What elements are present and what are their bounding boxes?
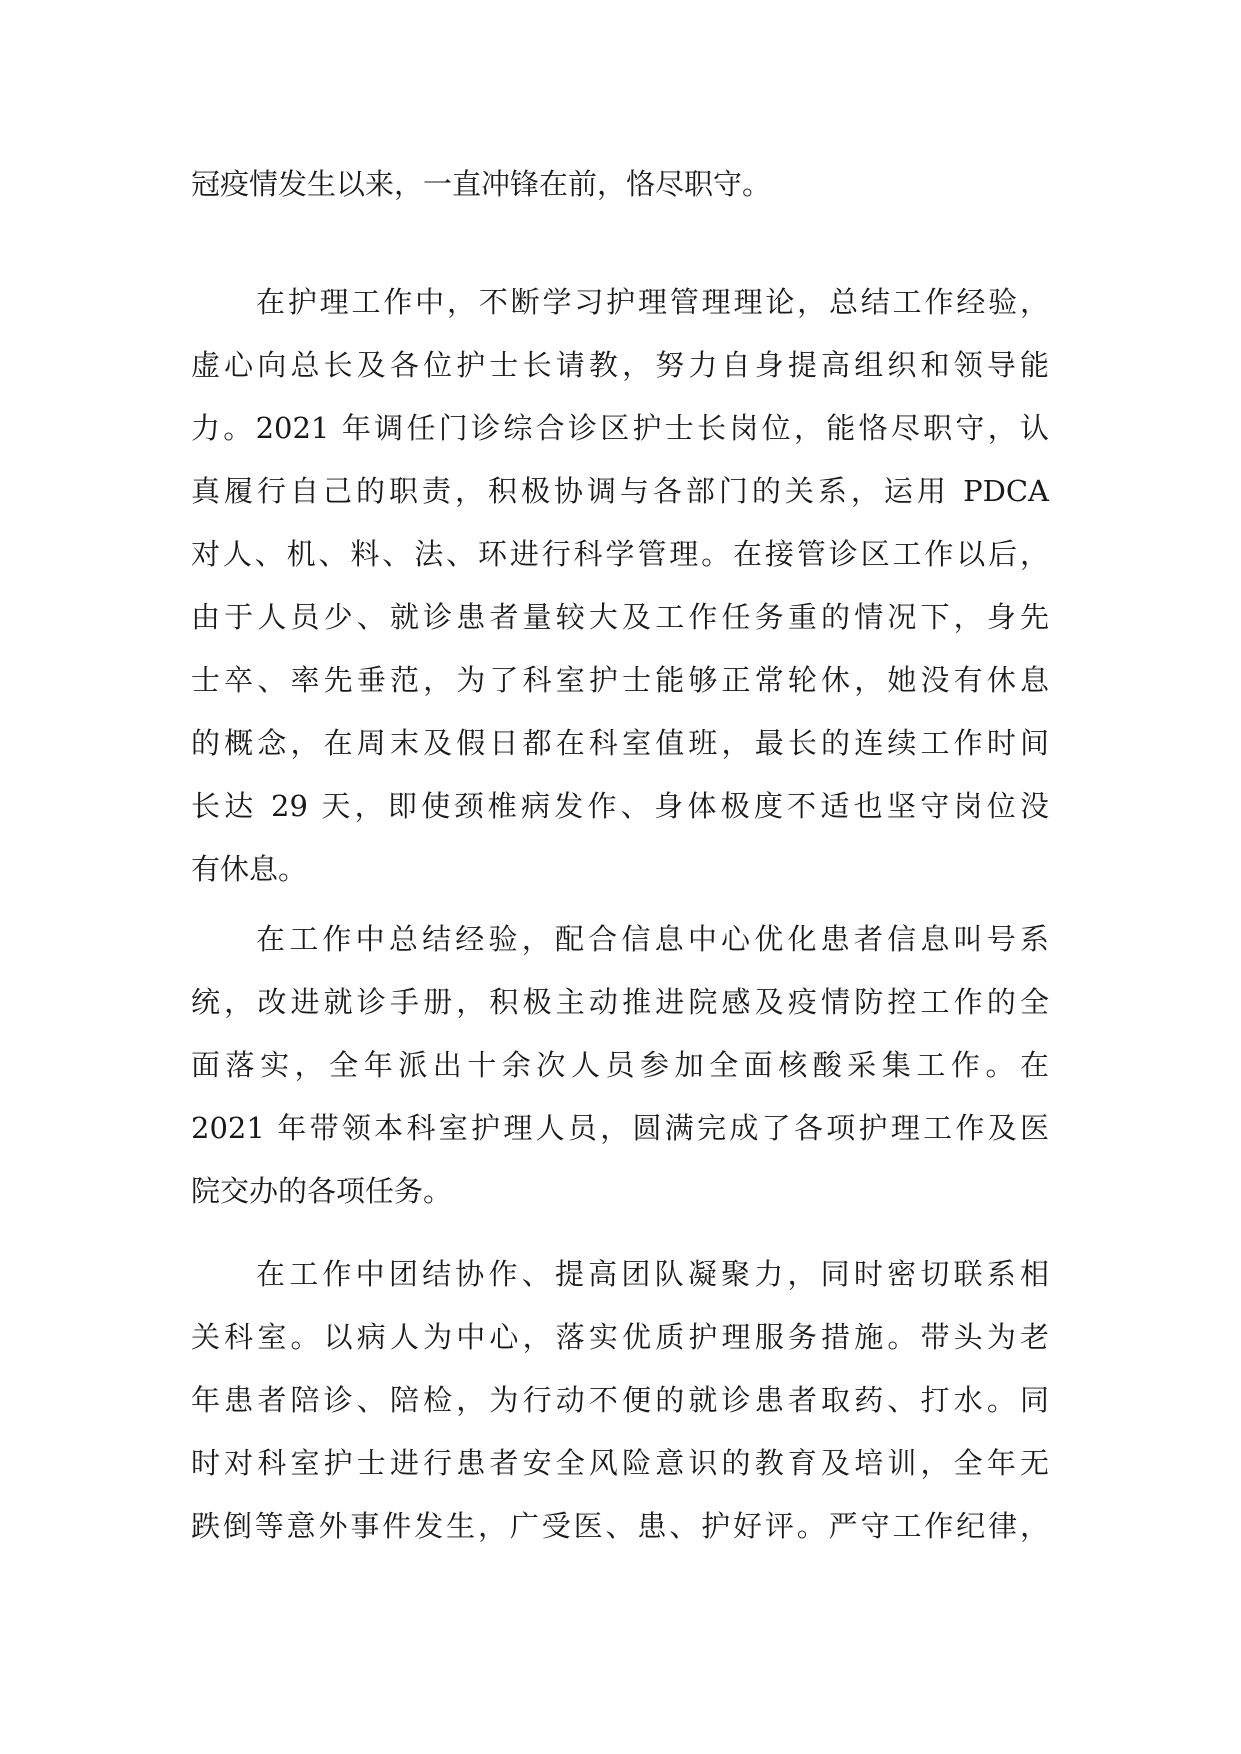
paragraph-line: 在工作中总结经验，配合信息中心优化患者信息叫号系 [256, 922, 1049, 956]
paragraph-line: 时对科室护士进行患者安全风险意识的教育及培训，全年无 [191, 1446, 1049, 1480]
paragraph [191, 153, 1049, 216]
paragraph-line: 的概念，在周末及假日都在科室值班，最长的连续工作时间 [191, 726, 1049, 760]
paragraph-line: 力。2021 年调任门诊综合诊区护士长岗位，能恪尽职守，认 [191, 411, 1049, 445]
paragraph [191, 1243, 1049, 1558]
paragraph-line: 由于人员少、就诊患者量较大及工作任务重的情况下，身先 [191, 600, 1049, 634]
paragraph-line: 跌倒等意外事件发生，广受医、患、护好评。严守工作纪律， [191, 1509, 1049, 1543]
paragraph-line: 在护理工作中，不断学习护理管理理论，总结工作经验， [256, 285, 1049, 319]
paragraph-line: 长达 29 天，即使颈椎病发作、身体极度不适也坚守岗位没 [191, 789, 1049, 823]
paragraph-line: 关科室。以病人为中心，落实优质护理服务措施。带头为老 [191, 1320, 1049, 1354]
paragraph-line: 年患者陪诊、陪检，为行动不便的就诊患者取药、打水。同 [191, 1383, 1049, 1417]
paragraph-line: 2021 年带领本科室护理人员，圆满完成了各项护理工作及医 [191, 1111, 1049, 1145]
paragraph-line: 冠疫情发生以来，一直冲锋在前，恪尽职守。 [191, 167, 772, 201]
paragraph-line: 院交办的各项任务。 [191, 1174, 453, 1208]
paragraph-line: 真履行自己的职责，积极协调与各部门的关系，运用 PDCA [191, 474, 1049, 508]
paragraph [191, 908, 1049, 1223]
paragraph-line: 虚心向总长及各位护士长请教，努力自身提高组织和领导能 [191, 348, 1049, 382]
paragraph-line: 面落实，全年派出十余次人员参加全面核酸采集工作。在 [191, 1048, 1049, 1082]
paragraph-line: 在工作中团结协作、提高团队凝聚力，同时密切联系相 [256, 1257, 1049, 1291]
paragraph-line: 士卒、率先垂范，为了科室护士能够正常轮休，她没有休息 [191, 663, 1049, 697]
paragraph-line: 统，改进就诊手册，积极主动推进院感及疫情防控工作的全 [191, 985, 1049, 1019]
paragraph-line: 有休息。 [191, 852, 308, 886]
paragraph [191, 271, 1049, 901]
paragraph-line: 对人、机、料、法、环进行科学管理。在接管诊区工作以后， [191, 537, 1049, 571]
